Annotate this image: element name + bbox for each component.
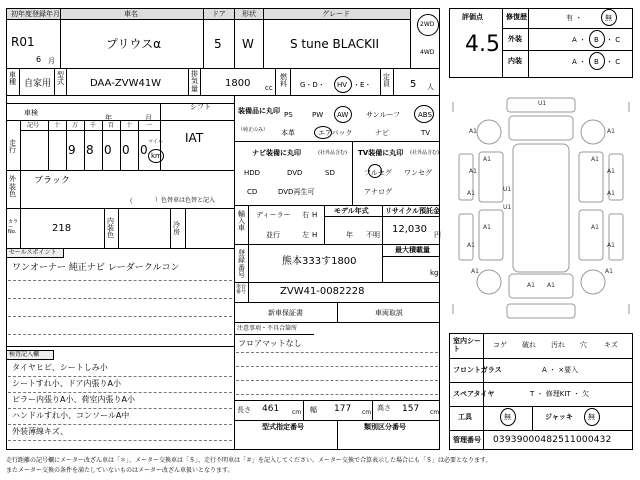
diagram-label: A1 [469, 128, 477, 135]
glass-values: A ・ ×要入 [542, 366, 579, 374]
exterior-label: 外装色 [9, 175, 16, 199]
navi-label: ナビ装備に丸印 [252, 149, 301, 157]
diagram-label: A1 [591, 224, 599, 231]
notes-label: 注意事項・不具合箇所 [237, 325, 298, 332]
chassis-label: 車台番号 [236, 284, 247, 295]
equip-aw: AW [337, 111, 349, 119]
equip-abs: ABS [418, 111, 432, 119]
diagram-label: A1 [607, 168, 615, 175]
length-cm: cm [292, 409, 302, 416]
mileage-header-4: 百 [108, 122, 115, 129]
recycle-label: リサイクル預託金 [385, 207, 441, 215]
mileage-unit-mile: マイル [148, 139, 163, 145]
mileage-digit: 0 [122, 143, 130, 157]
inspection-year: 年 [105, 114, 112, 122]
int-b: B [594, 58, 599, 66]
navi-sub: (社外品含む) [318, 150, 347, 156]
drive-2wd: 2WD [420, 21, 435, 28]
sheet-kizu: キズ [604, 341, 618, 349]
mileage-label: 走行 [9, 139, 16, 154]
spare-label: スペアタイヤ [453, 390, 495, 398]
mileage-digit: 0 [140, 143, 148, 157]
tv-fullseg: フルセグ [364, 169, 392, 177]
reg-month: 6 [36, 55, 42, 64]
inspection-label: 車検 [24, 109, 38, 117]
import-h2: H [312, 231, 318, 239]
registration-value: 熊本333す1800 [282, 256, 357, 267]
car-name-label: 車名 [124, 10, 138, 18]
diagram-label: A1 [607, 128, 615, 135]
footer-line2: またメーター交換の条件を満たしていないものはメーター改ざん車扱いとなります。 [6, 467, 234, 474]
mileage-digit: 0 [104, 143, 112, 157]
exterior-paren: （ [126, 197, 133, 205]
import-left: 左 [302, 231, 309, 239]
ext-b: B [594, 36, 599, 44]
color-no: 218 [52, 223, 72, 234]
equip-leather: 本革 [281, 129, 295, 137]
inspector-line: 外装薄線キズ、 [12, 427, 69, 436]
import-label: 輸入車 [238, 210, 245, 232]
displacement-label: 排気量 [191, 70, 198, 93]
inspector-line: シートすれ小、ドア内張りA小 [12, 379, 121, 388]
diagram-label: A1 [607, 242, 615, 249]
equip-sunroof: サンルーフ [366, 111, 401, 119]
navi-cd: CD [247, 188, 258, 196]
navi-dvd-play: DVD再生可 [278, 188, 315, 196]
management-label: 管理番号 [453, 436, 481, 444]
footer-line1: 走行距離の記号欄にメーター改ざん車は「＊」、メーター交換車は「＄」、走行不明車は「＃」を記入してください。メーター交換で合算表示した場合にも「＄」は必要となります。 [6, 457, 492, 464]
width: 177 [334, 404, 352, 414]
height: 157 [402, 404, 420, 414]
type-label: 型式指定番号 [262, 423, 304, 431]
diagram-label: U1 [538, 100, 547, 107]
tv-analog: アナログ [364, 188, 392, 196]
shift: IAT [185, 131, 204, 145]
model-label: 型式 [57, 71, 64, 86]
interior-sheet-label: 室内シート [453, 337, 481, 354]
diagram-label: A1 [469, 168, 477, 175]
length: 461 [262, 404, 280, 414]
diagram-label: A1 [483, 224, 491, 231]
ext-label: 外装 [508, 35, 522, 43]
vehicle: 自家用 [24, 79, 52, 89]
diagram-label: A1 [547, 282, 555, 289]
diagram-label: A1 [483, 156, 491, 163]
recycle-value: 12,030 [392, 224, 427, 235]
tools-none: 無 [504, 413, 511, 421]
exterior-color: ブラック [34, 176, 70, 186]
manual-label: 車両取説 [375, 309, 403, 317]
max-load-label: 最大積載量 [395, 246, 430, 254]
import-parallel: 並行 [266, 231, 280, 239]
sheet-yabure: 破れ [522, 341, 536, 349]
grade: S tune BLACKII [290, 37, 380, 51]
tools-label: 工具 [458, 413, 472, 421]
int-c: ・ C [606, 58, 621, 66]
max-load-kg: kg [430, 269, 439, 277]
mileage-header-3: 千 [90, 122, 97, 129]
sheet-koge: コゲ [493, 341, 507, 349]
import-dealer: ディーラー [256, 211, 291, 219]
mileage-header-5: 十 [126, 122, 133, 129]
tv-oneseg: ワンセグ [404, 169, 432, 177]
warranty-label: 新車保証書 [268, 309, 303, 317]
width-cm: cm [362, 409, 372, 416]
reg-year: R01 [11, 35, 35, 49]
inspector-label: 検査記入欄 [9, 351, 40, 358]
import-h1: H [312, 211, 318, 219]
shift-label: シフト [190, 103, 211, 111]
notes-value: フロアマットなし [238, 339, 302, 348]
interior-color-label: 内装色 [107, 217, 114, 239]
equip-tv: TV [421, 129, 431, 137]
color-no-label: カラーNo. [8, 219, 19, 235]
diagram-label: A1 [527, 282, 535, 289]
mileage-unit-km: km [151, 152, 162, 160]
repair-options: 有 ・ [566, 14, 583, 22]
aircon-label: 冷房 [173, 221, 180, 236]
capacity-unit: 人 [427, 83, 434, 91]
fuel-rest: ・E・ [353, 81, 372, 89]
diagram-label: U1 [503, 186, 512, 193]
capacity-label: 定員 [383, 73, 390, 88]
mileage-digit: 8 [86, 143, 94, 157]
registration-label: 登録番号 [238, 249, 245, 280]
score-label: 評価点 [462, 13, 483, 21]
displacement: 1800 [225, 78, 251, 89]
chassis: ZVW41-0082228 [280, 286, 365, 297]
fuel-label: 燃料 [280, 73, 287, 88]
model-year-unit: 年 [346, 231, 353, 239]
navi-hdd: HDD [244, 169, 261, 177]
jack-none: 無 [588, 413, 595, 421]
management-value: 0393900048251100043​2 [493, 435, 612, 445]
diagram-label: A1 [471, 268, 479, 275]
fuel-hv: HV [337, 81, 348, 89]
diagram-label: A1 [591, 156, 599, 163]
recycle-yen: 円 [434, 231, 441, 239]
equip-navi: ナビ [375, 129, 389, 137]
diagram-label: A1 [467, 242, 475, 249]
tv-label: TV装備に丸印 [358, 149, 404, 157]
length-label: 長さ [237, 406, 251, 414]
inspector-line: タイヤヒビ、シートしみ小 [12, 363, 108, 372]
diagram-label: A1 [607, 190, 615, 197]
equip-airbag: エアバック [318, 129, 353, 137]
diagram-label: U1 [503, 204, 512, 211]
exterior-note: ）色替車は色替と記入 [155, 197, 216, 204]
height-label: 高さ [377, 404, 391, 412]
equip-pw: PW [312, 111, 324, 119]
cc-unit: cc [265, 84, 273, 92]
width-label: 幅 [310, 406, 317, 414]
ext-a: A ・ [572, 36, 587, 44]
navi-sd: SD [325, 169, 335, 177]
car-diagram [449, 92, 633, 324]
shape: W [242, 37, 254, 51]
fuel-options: G・D・ [300, 81, 325, 89]
jack-label: ジャッキ [545, 413, 573, 421]
glass-label: フロントガラス [453, 366, 502, 374]
mileage-header-0: 記号 [27, 122, 40, 129]
repair-none: 無 [605, 14, 612, 22]
doors: 5 [214, 37, 222, 51]
equip-ps: PS [284, 111, 293, 119]
shape-label: 形状 [242, 10, 256, 18]
score: 4.5 [465, 32, 500, 57]
sheet-ana: 穴 [580, 341, 587, 349]
mileage-digit: 9 [68, 143, 76, 157]
mileage-header-1: 十 [54, 122, 61, 129]
repair-label: 修復歴 [506, 13, 527, 21]
diagram-label: A1 [605, 268, 613, 275]
height-cm: cm [430, 409, 440, 416]
car-name: プリウスα [106, 37, 162, 51]
mileage-header-6: 一 [146, 122, 153, 129]
mileage-header-2: 万 [72, 122, 79, 129]
ext-c: ・ C [606, 36, 621, 44]
equipment-sub: （純正のみ） [238, 127, 269, 133]
grade-label: グレード [322, 10, 350, 18]
reg-year-label: 初年度登録年月 [11, 10, 60, 18]
month-unit: 月 [48, 57, 55, 65]
tv-sub: (社外品含む) [410, 150, 439, 156]
spare-values: T ・ 修理KIT ・ 欠 [530, 390, 590, 398]
navi-dvd: DVD [287, 169, 303, 177]
class-label: 類別区分番号 [364, 423, 406, 431]
int-a: A ・ [572, 58, 587, 66]
doors-label: ドア [212, 10, 226, 18]
inspector-line: ハンドルすれ小、コンソールA中 [12, 411, 130, 420]
sales-point: ワンオーナー 純正ナビ レーダークルコン [12, 263, 180, 273]
sheet-yogore: 汚れ [551, 341, 565, 349]
drive-4wd: 4WD [420, 49, 435, 56]
int-label: 内装 [508, 57, 522, 65]
diagram-label: A1 [467, 190, 475, 197]
inspector-line: ピラー内張りA小、荷室内張りA小 [12, 395, 135, 404]
model: DAA-ZVW41W [90, 78, 162, 89]
model-year-unknown: 不明 [366, 231, 380, 239]
inspection-month: 月 [145, 114, 152, 122]
vehicle-label: 車種 [9, 71, 16, 86]
import-right: 右 [302, 211, 309, 219]
equipment-label: 装備品に丸印 [238, 107, 280, 115]
sales-point-label: セールスポイント [9, 249, 57, 256]
capacity: 5 [410, 79, 417, 90]
model-year-label: モデル年式 [334, 207, 369, 215]
